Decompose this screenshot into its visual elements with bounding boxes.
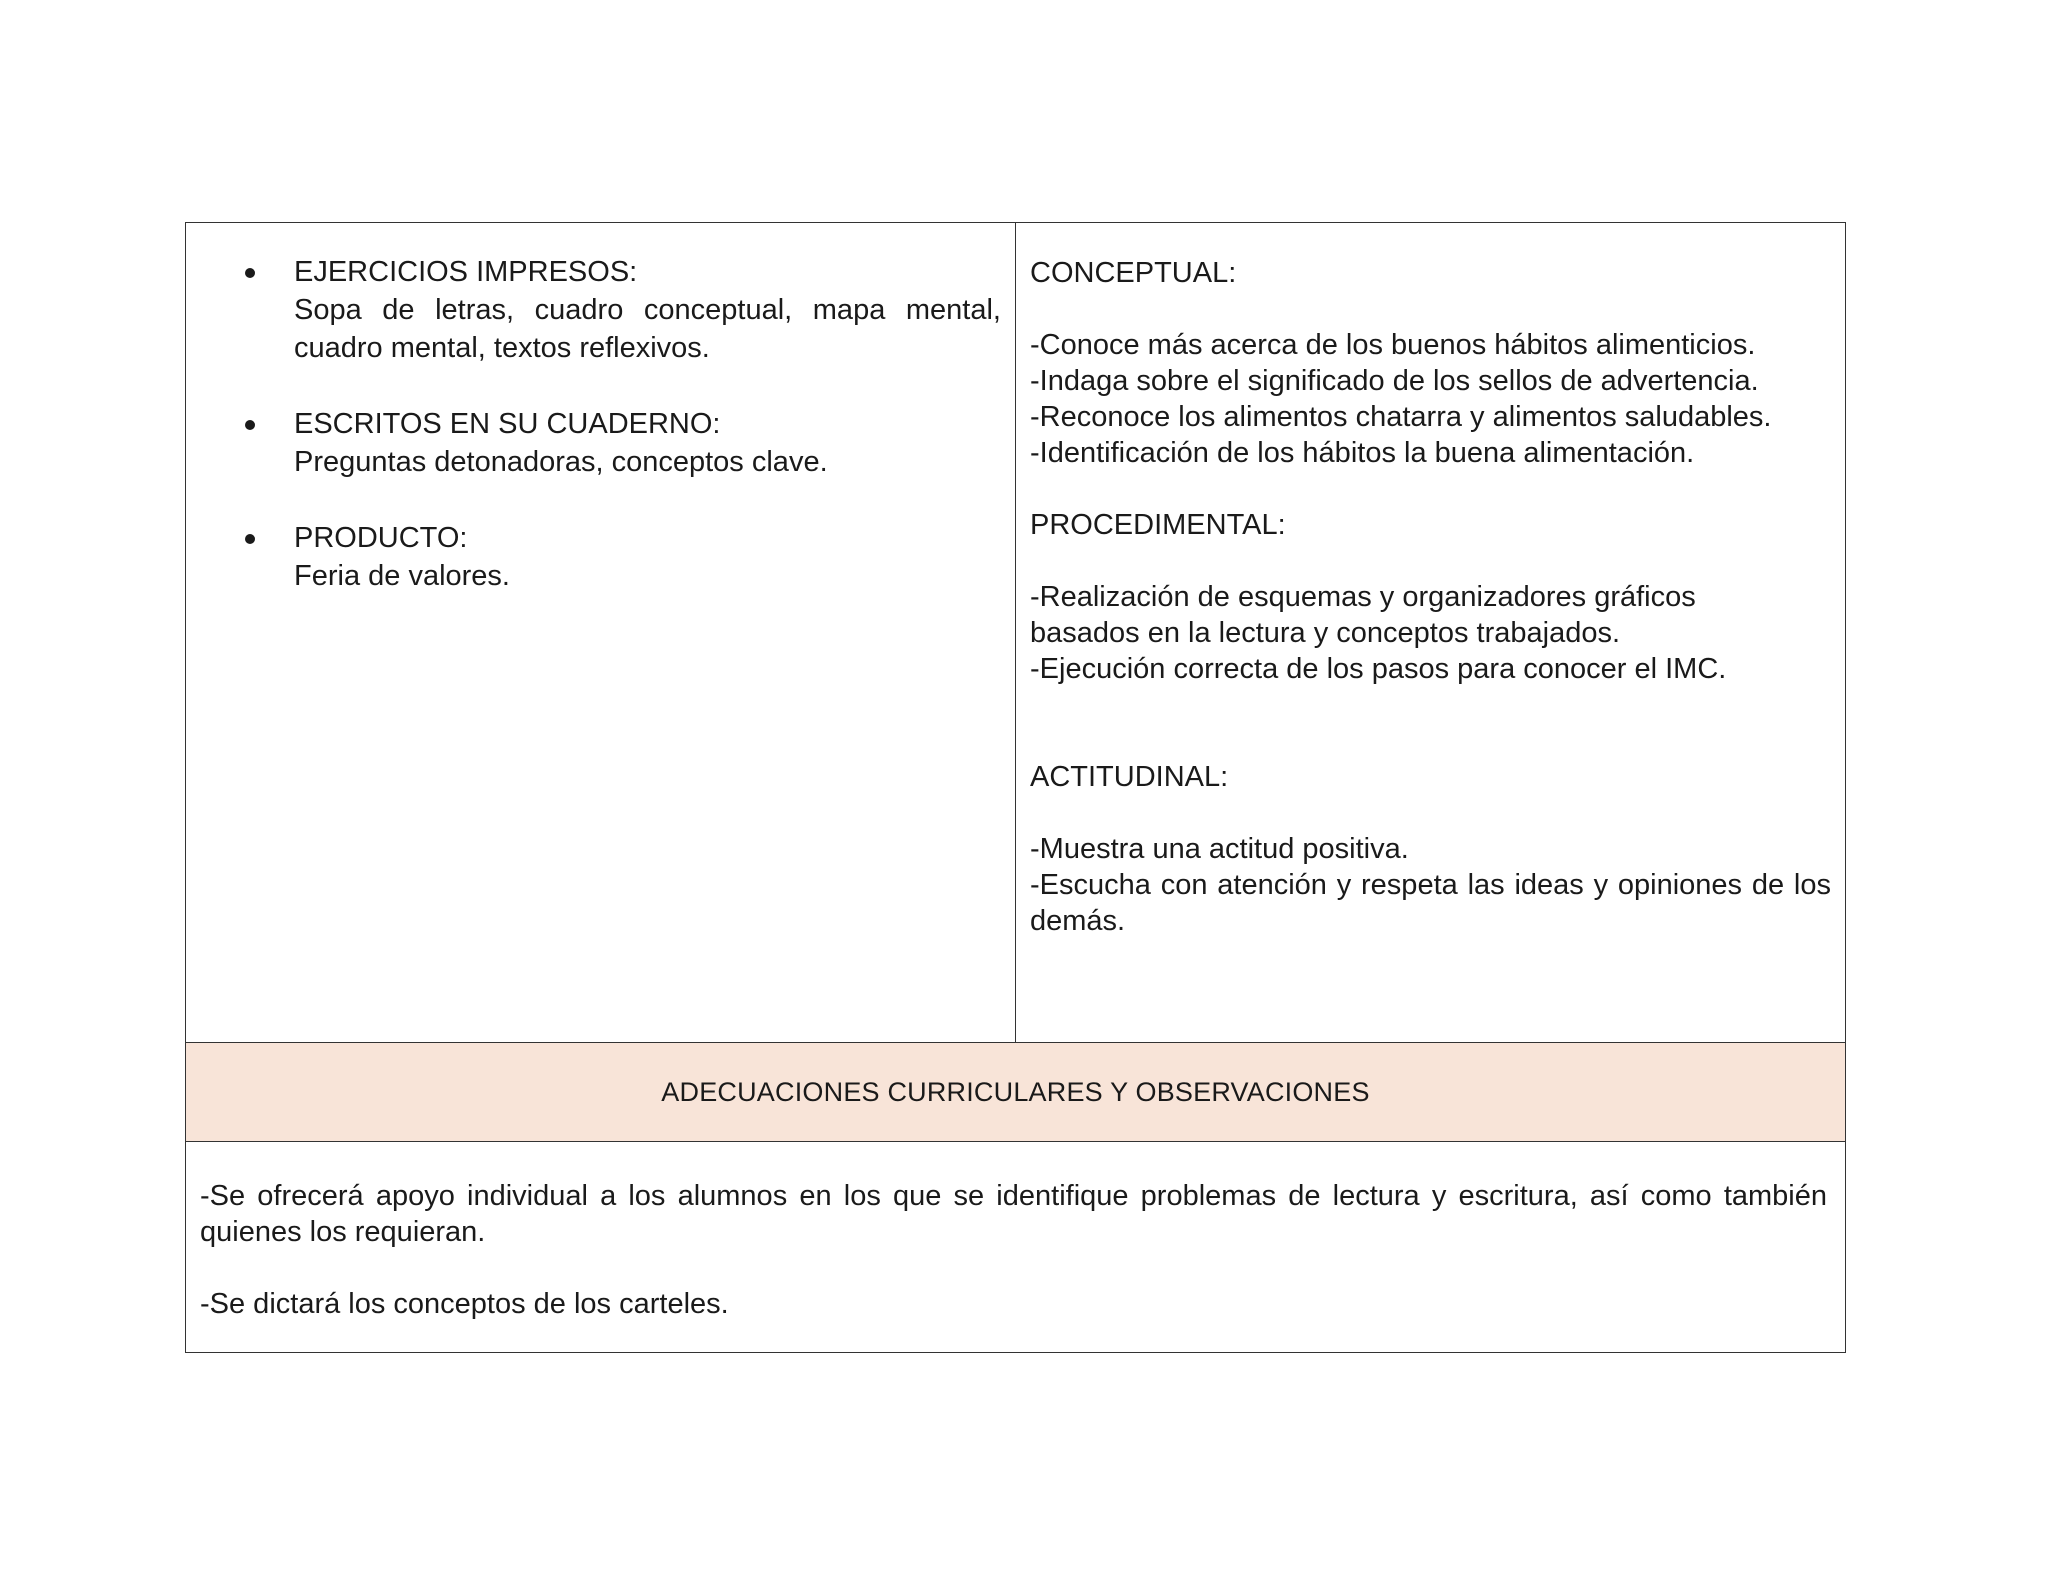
observation-paragraph: -Se dictará los conceptos de los carteles. <box>200 1288 729 1320</box>
bullet-icon <box>245 268 255 278</box>
section-line: -Indaga sobre el significado de los sellos de advertencia. <box>1030 365 1759 397</box>
item-description: Sopa de letras, cuadro conceptual, mapa mental, cuadro mental, textos reflexivos. <box>294 294 1001 364</box>
section-line: -Muestra una actitud positiva. <box>1030 833 1409 865</box>
item-description: Preguntas detonadoras, conceptos clave. <box>294 446 828 478</box>
section-line: -Ejecución correcta de los pasos para conocer el IMC. <box>1030 653 1727 685</box>
conceptual-section <box>1030 255 1831 471</box>
observation-paragraph: -Se ofrecerá apoyo individual a los alumnos en los que se identifique problemas de lectura y escritura, así como también quienes los requieran. <box>200 1180 1827 1248</box>
section-heading: CONCEPTUAL: <box>1030 257 1237 289</box>
list-item <box>186 405 1001 481</box>
planning-table <box>185 222 1846 1353</box>
section-body <box>1030 579 1831 687</box>
section-line: basados en la lectura y conceptos trabajados. <box>1030 617 1621 649</box>
section-header: ADECUACIONES CURRICULARES Y OBSERVACIONES <box>661 1076 1370 1107</box>
item-title: PRODUCTO: <box>294 522 468 554</box>
observations-cell <box>186 1142 1845 1352</box>
evidence-list <box>186 253 1001 595</box>
item-description: Feria de valores. <box>294 560 510 592</box>
section-line: -Conoce más acerca de los buenos hábitos alimenticios. <box>1030 329 1756 361</box>
section-body <box>1030 327 1831 471</box>
bullet-icon <box>245 534 255 544</box>
item-title: ESCRITOS EN SU CUADERNO: <box>294 408 721 440</box>
evidence-cell <box>186 223 1016 1042</box>
section-body <box>1030 831 1831 939</box>
procedimental-section <box>1030 507 1831 687</box>
section-line: -Reconoce los alimentos chatarra y alimentos saludables. <box>1030 401 1772 433</box>
section-heading: ACTITUDINAL: <box>1030 761 1229 793</box>
adecuaciones-header-row <box>186 1043 1845 1142</box>
evaluation-row <box>186 223 1845 1043</box>
section-heading: PROCEDIMENTAL: <box>1030 509 1286 541</box>
section-line: -Realización de esquemas y organizadores gráficos <box>1030 581 1696 613</box>
learning-outcomes-cell <box>1016 223 1845 1042</box>
item-title: EJERCICIOS IMPRESOS: <box>294 256 638 288</box>
bullet-icon <box>245 420 255 430</box>
section-line: -Identificación de los hábitos la buena alimentación. <box>1030 437 1695 469</box>
section-line: -Escucha con atención y respeta las ideas y opiniones de los demás. <box>1030 869 1831 937</box>
list-item <box>186 253 1001 367</box>
list-item <box>186 519 1001 595</box>
actitudinal-section <box>1030 759 1831 939</box>
